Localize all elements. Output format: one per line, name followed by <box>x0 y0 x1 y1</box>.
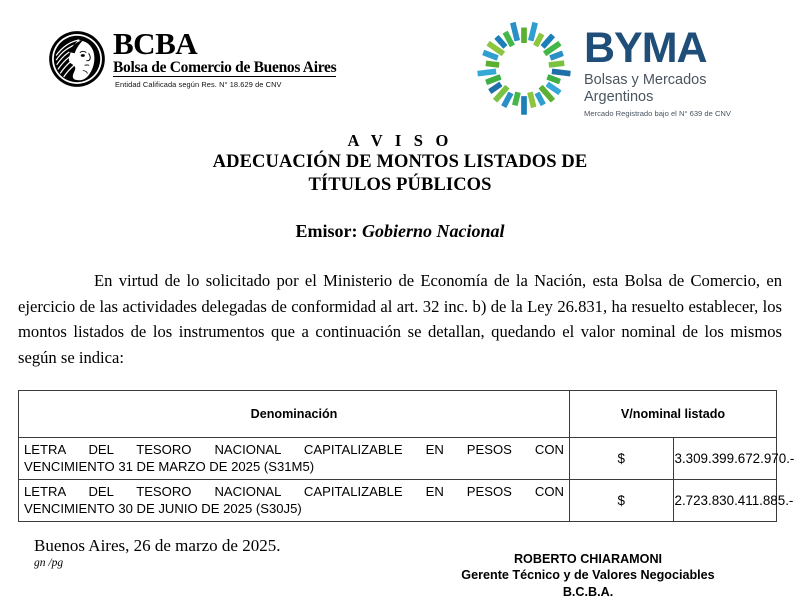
denominacion-line1: LETRA DEL TESORO NACIONAL CAPITALIZABLE EN PESOS CON <box>24 441 564 457</box>
signature-block <box>0 551 800 601</box>
cell-currency: $ <box>570 438 674 480</box>
column-header-vnominal: V/nominal listado <box>570 391 777 438</box>
signer-organization: B.C.B.A. <box>562 584 614 599</box>
signer-name: ROBERTO CHIARAMONI <box>513 551 663 566</box>
table-body <box>19 438 795 522</box>
montos-table <box>18 390 795 522</box>
denominacion-line1: LETRA DEL TESORO NACIONAL CAPITALIZABLE EN PESOS CON <box>24 483 564 499</box>
denominacion-line2: VENCIMIENTO 31 DE MARZO DE 2025 (S31M5) <box>24 459 315 474</box>
table-row <box>19 438 777 480</box>
bcba-registration: Entidad Calificada según Res. N° 18.629 de CNV <box>115 80 282 89</box>
cell-amount: 3.309.399.672.970.- <box>673 438 777 480</box>
cell-amount: 2.723.830.411.885.- <box>673 480 777 522</box>
document-title-block <box>0 130 800 196</box>
table-row <box>19 480 777 522</box>
table-header-row <box>19 391 777 438</box>
bcba-wordmark <box>113 28 336 90</box>
column-header-denominacion: Denominación <box>19 391 570 438</box>
cell-currency: $ <box>570 480 674 522</box>
byma-logo <box>472 16 731 120</box>
bcba-subtitle: Bolsa de Comercio de Buenos Aires <box>113 59 337 76</box>
montos-table-wrap <box>18 390 795 522</box>
denominacion-line2: VENCIMIENTO 30 DE JUNIO DE 2025 (S30J5) <box>24 501 302 516</box>
issuer-label: Emisor: <box>295 221 358 241</box>
byma-registration: Mercado Registrado bajo el N° 639 de CNV <box>584 109 731 118</box>
issuer-line <box>0 220 800 242</box>
table-head <box>19 391 777 438</box>
cell-denominacion <box>19 438 570 480</box>
byma-wordmark <box>584 26 731 119</box>
byma-ring-icon <box>472 16 576 120</box>
typist-initials: gn /pg <box>34 557 64 569</box>
byma-title: BYMA <box>584 24 707 72</box>
place-and-date: Buenos Aires, 26 de marzo de 2025. <box>34 536 281 555</box>
signer-role: Gerente Técnico y de Valores Negociables <box>461 568 715 582</box>
bcba-title: BCBA <box>113 26 198 61</box>
aviso-kicker: A V I S O <box>347 131 453 150</box>
document-header <box>0 0 800 128</box>
bcba-logo <box>48 28 336 90</box>
body-paragraph: En virtud de lo solicitado por el Ministerio de Economía de la Nación, esta Bolsa de Comercio, en ejercicio de las actividades delegadas de conformidad al art. 32 inc. b) de la Ley 26.831, ha resuelto establecer, los montos listados de los instrumentos que a continuación se detallan, quedando el valor nominal de los mismos según se indica: <box>18 271 782 367</box>
issuer-name: Gobierno Nacional <box>361 221 505 241</box>
byma-subtitle-line2: Argentinos <box>584 88 654 105</box>
cell-denominacion <box>19 480 570 522</box>
page-title-line1: ADECUACIÓN DE MONTOS LISTADOS DE <box>212 152 588 172</box>
byma-subtitle-line1: Bolsas y Mercados <box>584 72 707 88</box>
page-title-line2: TÍTULOS PÚBLICOS <box>308 174 492 195</box>
bcba-medallion-icon <box>48 30 106 88</box>
